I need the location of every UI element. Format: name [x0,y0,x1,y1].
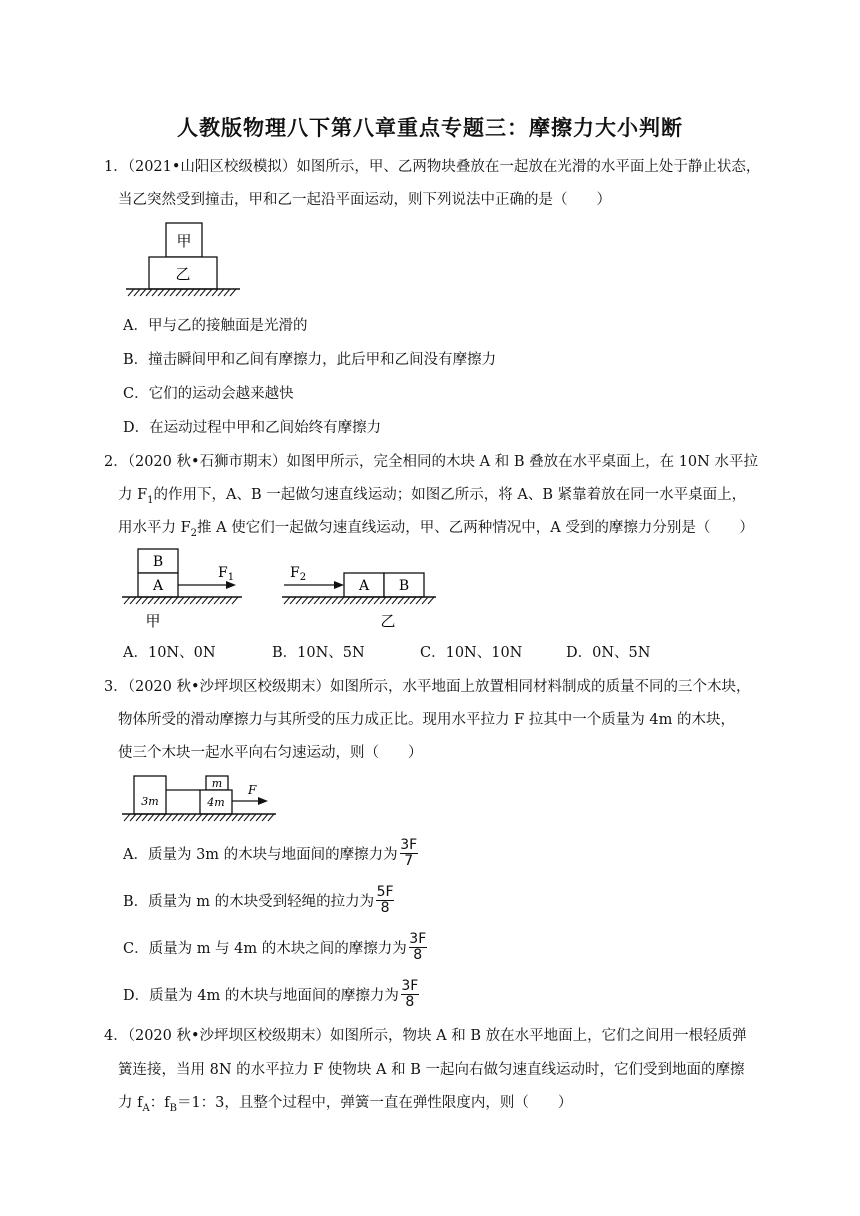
q2-label-yi: 乙 [380,612,396,630]
q2-force-f1: $F_1$ [218,565,235,583]
q1-block-yi-label: 乙 [175,265,191,283]
q3-option-b-fraction: $\frac{5F}{8}$ [376,884,394,916]
q1-block-jia-label: 甲 [176,232,192,250]
q4-stem-line-2: 簧连接，当用 8N 的水平拉力 F 使物块 A 和 B 一起向右做匀速直线运动时，它们受到地面的摩擦 [118,1062,745,1078]
q1-option-d[interactable]: D．在运动过程中甲和乙间始终有摩擦力 [123,420,382,436]
q2-option-c[interactable]: C．10N、10N [420,645,523,661]
q3-option-a-fraction: $\frac{3F}{7}$ [400,837,418,869]
q3-block-4m: 4m [207,796,225,809]
q3-stem-line-2: 物体所受的滑动摩擦力与其所受的压力成正比。现用水平拉力 F 拉其中一个质量为 4m 的木块， [118,712,735,728]
q1-stem-line-1: 1．（2021•山阳区校级模拟）如图所示，甲、乙两物块叠放在一起放在光滑的水平面上处于静止状态， [104,159,761,175]
q3-option-d[interactable]: D．质量为 4m 的木块与地面间的摩擦力为 $\frac{3F}{8}$ [123,978,419,1010]
q1-option-c[interactable]: C．它们的运动会越来越快 [123,386,294,402]
q4-stem-line-3: 力 $f_A$：$f_B=1$：3，且整个过程中，弹簧一直在弹性限度内，则（ ） [118,1095,573,1114]
q2-block-b: B [152,554,164,570]
q2-label-jia: 甲 [145,612,161,630]
q3-option-b[interactable]: B．质量为 m 的木块受到轻绳的拉力为 $\frac{5F}{8}$ [123,884,394,916]
q2-force-f2: $F_2$ [290,565,307,583]
q2-block-a: A [152,578,164,594]
q2-stem-line-1: 2．（2020 秋•石狮市期末）如图甲所示，完全相同的木块 A 和 B 叠放在水平桌面上，在 10N 水平拉 [104,454,758,470]
q1-option-b[interactable]: B．撞击瞬间甲和乙间有摩擦力，此后甲和乙间没有摩擦力 [123,352,497,368]
q2-figure [120,545,440,633]
q3-option-c-fraction: $\frac{3F}{8}$ [409,931,427,963]
q2-option-b[interactable]: B．10N、5N [272,645,365,661]
q3-option-c[interactable]: C．质量为 m 与 4m 的木块之间的摩擦力为 $\frac{3F}{8}$ [123,931,427,963]
q2-stem-line-2: 力 $F_1$的作用下，A、B 一起做匀速直线运动；如图乙所示，将 A、B 紧靠着放在同一水平桌面上， [118,487,747,506]
q3-force-f: F [248,783,257,797]
q2-yi-block-b: B [398,578,410,594]
page-title: 人教版物理八下第八章重点专题三：摩擦力大小判断 [177,116,683,140]
q1-option-a[interactable]: A．甲与乙的接触面是光滑的 [123,318,308,334]
q2-yi-block-a: A [358,578,370,594]
q3-option-a[interactable]: A．质量为 3m 的木块与地面间的摩擦力为 $\frac{3F}{7}$ [123,837,418,869]
q3-option-d-fraction: $\frac{3F}{8}$ [401,978,419,1010]
q3-figure [120,768,280,828]
q3-block-3m: 3m [141,795,159,808]
q3-block-m: m [211,777,223,790]
q1-stem-line-2: 当乙突然受到撞击，甲和乙一起沿平面运动，则下列说法中正确的是（ ） [118,192,611,208]
q2-stem-line-3: 用水平力 $F_2$推 A 使它们一起做匀速直线运动，甲、乙两种情况中，A 受到的摩擦力分别是（ ） [118,520,754,539]
q3-stem-line-3: 使三个木块一起水平向右匀速运动，则（ ） [118,745,423,761]
q3-stem-line-1: 3．（2020 秋•沙坪坝区校级期末）如图所示，水平地面上放置相同材料制成的质量不同的三个木块， [104,679,751,695]
q2-option-a[interactable]: A．10N、0N [123,645,216,661]
q4-stem-line-1: 4．（2020 秋•沙坪坝区校级期末）如图所示，物块 A 和 B 放在水平地面上，它们之间用一根轻质弹 [104,1028,747,1044]
q2-option-d[interactable]: D．0N、5N [566,645,651,661]
q1-figure [122,218,244,300]
